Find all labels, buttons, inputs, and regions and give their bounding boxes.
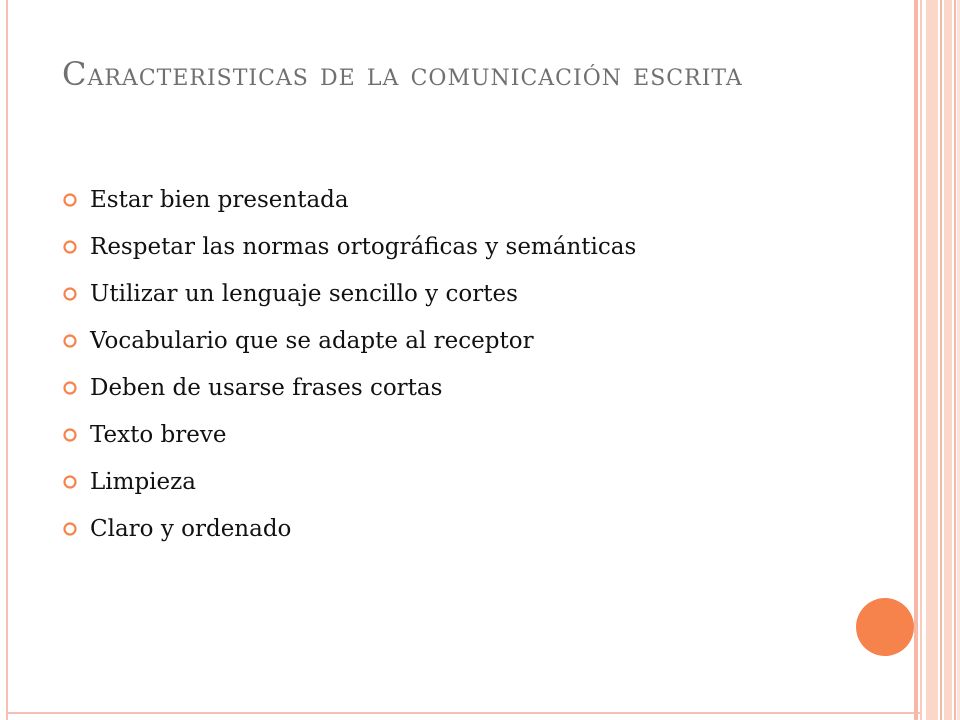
bullet-icon — [62, 427, 78, 443]
slide-border-left — [6, 0, 8, 720]
bullet-icon — [62, 239, 78, 255]
list-item — [62, 270, 822, 317]
bullet-icon — [62, 333, 78, 349]
bullet-text: Estar bien presentada — [90, 186, 349, 213]
list-item — [62, 317, 822, 364]
bullet-icon — [62, 380, 78, 396]
stripe — [926, 0, 938, 720]
orange-circle-icon — [856, 598, 914, 656]
bullet-text: Texto breve — [90, 421, 227, 448]
bullet-icon — [62, 192, 78, 208]
stripe — [920, 0, 922, 720]
list-item — [62, 223, 822, 270]
bullet-text: Deben de usarse frases cortas — [90, 374, 443, 401]
list-item — [62, 364, 822, 411]
stripe — [944, 0, 952, 720]
bullet-icon — [62, 286, 78, 302]
bullet-text: Utilizar un lenguaje sencillo y cortes — [90, 280, 518, 307]
stripe — [954, 0, 956, 720]
bullet-text: Limpieza — [90, 468, 196, 495]
stripe — [914, 0, 918, 720]
bullet-text: Respetar las normas ortográficas y semánticas — [90, 233, 637, 260]
bullet-icon — [62, 521, 78, 537]
list-item — [62, 411, 822, 458]
list-item — [62, 176, 822, 223]
slide-title: Caracteristicas de la comunicación escrita — [62, 55, 743, 93]
bullet-text: Claro y ordenado — [90, 515, 292, 542]
bullet-list — [62, 176, 822, 552]
list-item — [62, 458, 822, 505]
stripe — [940, 0, 942, 720]
bullet-text: Vocabulario que se adapte al receptor — [90, 327, 534, 354]
bullet-icon — [62, 474, 78, 490]
list-item — [62, 505, 822, 552]
decorative-stripes — [914, 0, 960, 720]
slide-border-bottom — [6, 712, 922, 714]
